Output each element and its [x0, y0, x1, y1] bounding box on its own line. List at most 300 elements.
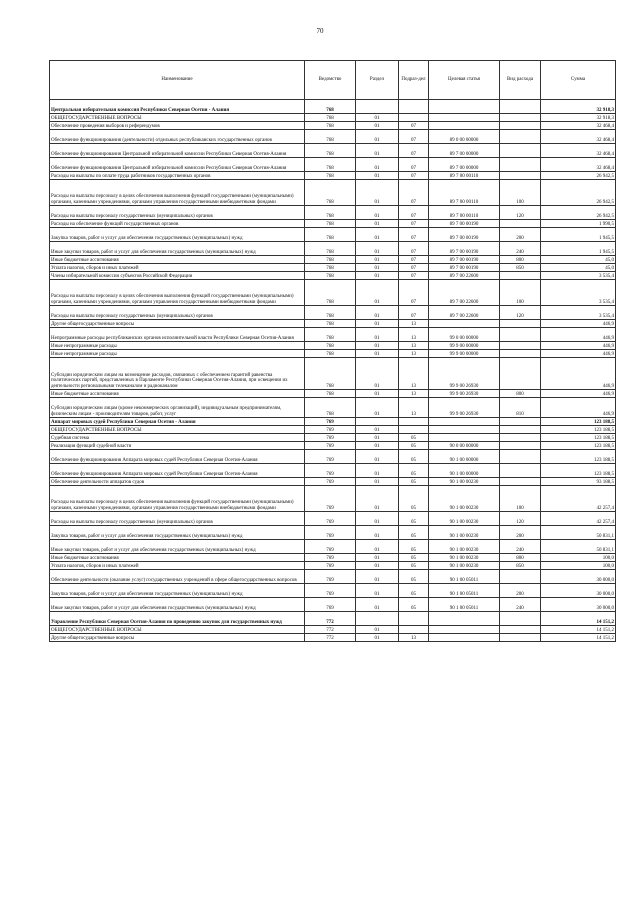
cell-ved: 768 — [305, 100, 356, 114]
table-row — [50, 540, 616, 554]
cell-name: Субсидии юридическим лицам (кроме некоммерческих организаций), индивидуальным предпринимателям, физическим лицам - производителям товаров, работ, услуг — [50, 398, 305, 418]
cell-podrazdel: 05 — [399, 442, 429, 450]
header-razdel: Раздел — [356, 61, 399, 100]
cell-ved: 772 — [305, 612, 356, 626]
cell-name: Закупка товаров, работ и услуг для обеспечения государственных (муниципальных) нужд — [50, 526, 305, 540]
cell-name: Расходы на выплаты персоналу государственных (муниципальных) органов — [50, 306, 305, 320]
cell-podrazdel: 07 — [399, 306, 429, 320]
cell-sum: 42 257,4 — [541, 512, 616, 526]
cell-vid — [500, 144, 541, 158]
cell-name: Судебная система — [50, 434, 305, 442]
cell-cel — [429, 320, 500, 328]
cell-vid: 200 — [500, 228, 541, 242]
cell-sum: 123 188,5 — [541, 450, 616, 464]
cell-vid — [500, 478, 541, 486]
cell-razdel: 01 — [356, 426, 399, 434]
cell-cel — [429, 626, 500, 634]
cell-name: Управление Республики Северная Осетия-Алания по проведению закупок для государственных нужд — [50, 612, 305, 626]
cell-name: Иные непрограммные расходы — [50, 350, 305, 358]
cell-ved: 769 — [305, 540, 356, 554]
cell-sum: 446,9 — [541, 350, 616, 358]
cell-name: Расходы на выплаты по оплате труда работников государственных органов — [50, 172, 305, 180]
cell-name: Обеспечение функционирования Аппарата мировых судей Республики Северная Осетия-Алания — [50, 464, 305, 478]
cell-sum: 123 188,5 — [541, 426, 616, 434]
cell-cel: 90 1 00 05011 — [429, 570, 500, 584]
cell-sum: 50 831,1 — [541, 526, 616, 540]
cell-podrazdel: 07 — [399, 272, 429, 280]
cell-sum: 123 188,5 — [541, 442, 616, 450]
cell-vid — [500, 426, 541, 434]
cell-ved: 768 — [305, 264, 356, 272]
cell-vid — [500, 612, 541, 626]
table-row — [50, 158, 616, 172]
table-row — [50, 350, 616, 358]
header-vid: Вид расхода — [500, 61, 541, 100]
table-row — [50, 122, 616, 130]
cell-name: Другие общегосударственные вопросы — [50, 320, 305, 328]
cell-ved: 769 — [305, 426, 356, 434]
cell-vid — [500, 442, 541, 450]
cell-razdel: 01 — [356, 272, 399, 280]
cell-name: ОБЩЕГОСУДАРСТВЕННЫЕ ВОПРОСЫ — [50, 114, 305, 122]
cell-vid: 100 — [500, 280, 541, 306]
cell-sum: 30 000,0 — [541, 584, 616, 598]
cell-cel — [429, 634, 500, 642]
cell-cel: 89 7 00 00000 — [429, 158, 500, 172]
cell-razdel: 01 — [356, 228, 399, 242]
cell-cel: 99 9 00 00000 — [429, 342, 500, 350]
cell-podrazdel — [399, 100, 429, 114]
cell-cel: 99 0 00 00000 — [429, 328, 500, 342]
cell-cel: 90 1 00 00230 — [429, 562, 500, 570]
table-row — [50, 306, 616, 320]
cell-cel — [429, 612, 500, 626]
cell-ved: 768 — [305, 350, 356, 358]
cell-name: Обеспечение деятельности аппаратов судов — [50, 478, 305, 486]
cell-sum: 26 942,5 — [541, 180, 616, 206]
cell-podrazdel: 07 — [399, 172, 429, 180]
cell-razdel: 01 — [356, 450, 399, 464]
table-row — [50, 220, 616, 228]
cell-podrazdel: 13 — [399, 320, 429, 328]
cell-razdel: 01 — [356, 256, 399, 264]
cell-name: Центральная избирательная комиссия Республики Северная Осетия - Алания — [50, 100, 305, 114]
cell-razdel: 01 — [356, 398, 399, 418]
cell-vid: 850 — [500, 264, 541, 272]
cell-vid — [500, 320, 541, 328]
header-podrazdel: Подраз-дел — [399, 61, 429, 100]
cell-cel: 89 7 00 00110 — [429, 180, 500, 206]
cell-vid — [500, 464, 541, 478]
cell-podrazdel: 13 — [399, 390, 429, 398]
cell-ved: 772 — [305, 634, 356, 642]
cell-podrazdel: 07 — [399, 130, 429, 144]
table-header-row — [50, 61, 616, 100]
cell-sum: 93 188,5 — [541, 478, 616, 486]
table-row — [50, 320, 616, 328]
cell-sum: 32 468,4 — [541, 130, 616, 144]
cell-podrazdel — [399, 426, 429, 434]
cell-cel: 90 1 00 05011 — [429, 598, 500, 612]
cell-razdel: 01 — [356, 306, 399, 320]
cell-razdel: 01 — [356, 114, 399, 122]
table-row — [50, 570, 616, 584]
page-number: 70 — [316, 27, 324, 35]
cell-name: Иные закупки товаров, работ и услуг для обеспечения государственных (муниципальных) нужд — [50, 242, 305, 256]
cell-vid — [500, 130, 541, 144]
cell-podrazdel: 07 — [399, 228, 429, 242]
cell-name: Иные бюджетные ассигнования — [50, 390, 305, 398]
cell-sum: 446,9 — [541, 342, 616, 350]
table-row — [50, 172, 616, 180]
cell-vid — [500, 626, 541, 634]
cell-ved: 768 — [305, 144, 356, 158]
cell-podrazdel: 13 — [399, 634, 429, 642]
cell-name: Расходы на обеспечение функций государственных органов — [50, 220, 305, 228]
cell-ved: 768 — [305, 280, 356, 306]
cell-cel — [429, 426, 500, 434]
table-row — [50, 442, 616, 450]
cell-sum: 446,9 — [541, 398, 616, 418]
cell-cel — [429, 114, 500, 122]
cell-ved: 768 — [305, 228, 356, 242]
cell-razdel: 01 — [356, 350, 399, 358]
cell-razdel: 01 — [356, 434, 399, 442]
cell-podrazdel: 07 — [399, 144, 429, 158]
table-row — [50, 554, 616, 562]
table-row — [50, 328, 616, 342]
cell-cel: 90 1 00 00230 — [429, 512, 500, 526]
cell-razdel: 01 — [356, 342, 399, 350]
cell-podrazdel: 07 — [399, 180, 429, 206]
cell-cel: 89 7 00 22600 — [429, 306, 500, 320]
cell-ved: 768 — [305, 114, 356, 122]
cell-name: Закупка товаров, работ и услуг для обеспечения государственных (муниципальных) нужд — [50, 584, 305, 598]
cell-sum: 32 918,3 — [541, 114, 616, 122]
cell-cel: 90 1 00 05011 — [429, 584, 500, 598]
cell-cel: 99 9 00 00000 — [429, 350, 500, 358]
cell-sum: 3 535,4 — [541, 306, 616, 320]
header-sum: Сумма — [541, 61, 616, 100]
cell-sum: 30 000,0 — [541, 570, 616, 584]
cell-podrazdel — [399, 418, 429, 426]
cell-cel: 89 7 00 22600 — [429, 280, 500, 306]
cell-ved: 768 — [305, 390, 356, 398]
cell-podrazdel: 07 — [399, 122, 429, 130]
table-row — [50, 398, 616, 418]
table-row — [50, 100, 616, 114]
cell-razdel: 01 — [356, 598, 399, 612]
cell-razdel: 01 — [356, 130, 399, 144]
cell-vid — [500, 634, 541, 642]
cell-podrazdel: 05 — [399, 598, 429, 612]
cell-cel: 99 9 00 26930 — [429, 398, 500, 418]
cell-podrazdel: 05 — [399, 526, 429, 540]
cell-cel: 90 1 00 00000 — [429, 464, 500, 478]
cell-sum: 45,0 — [541, 264, 616, 272]
cell-ved: 768 — [305, 122, 356, 130]
cell-vid — [500, 434, 541, 442]
cell-vid: 100 — [500, 486, 541, 512]
cell-sum: 100,0 — [541, 562, 616, 570]
cell-ved: 768 — [305, 130, 356, 144]
table-row — [50, 450, 616, 464]
cell-vid: 810 — [500, 398, 541, 418]
cell-sum: 446,9 — [541, 328, 616, 342]
cell-podrazdel: 05 — [399, 478, 429, 486]
table-row — [50, 512, 616, 526]
cell-cel: 90 1 00 00230 — [429, 526, 500, 540]
cell-vid — [500, 100, 541, 114]
cell-name: ОБЩЕГОСУДАРСТВЕННЫЕ ВОПРОСЫ — [50, 626, 305, 634]
cell-razdel: 01 — [356, 486, 399, 512]
cell-vid: 240 — [500, 242, 541, 256]
cell-name: Обеспечение деятельности (оказание услуг) государственных учреждений в сфере общегосударственных вопросов — [50, 570, 305, 584]
cell-vid — [500, 220, 541, 228]
table-row — [50, 206, 616, 220]
table-row — [50, 342, 616, 350]
table-row — [50, 434, 616, 442]
table-row — [50, 144, 616, 158]
header-name: Наименование — [50, 61, 305, 100]
cell-vid: 850 — [500, 562, 541, 570]
table-row — [50, 180, 616, 206]
cell-razdel: 01 — [356, 512, 399, 526]
table-row — [50, 478, 616, 486]
cell-name: Непрограммные расходы республиканских органов исполнительной власти Республики Северная Осетия-Алания — [50, 328, 305, 342]
cell-ved: 768 — [305, 342, 356, 350]
cell-ved: 769 — [305, 478, 356, 486]
cell-razdel: 01 — [356, 554, 399, 562]
table-row — [50, 242, 616, 256]
cell-podrazdel — [399, 612, 429, 626]
cell-sum: 14 151,2 — [541, 634, 616, 642]
cell-razdel: 01 — [356, 328, 399, 342]
cell-vid — [500, 272, 541, 280]
cell-sum: 26 942,5 — [541, 206, 616, 220]
table-row — [50, 264, 616, 272]
cell-podrazdel: 05 — [399, 540, 429, 554]
cell-ved: 772 — [305, 626, 356, 634]
cell-sum: 100,0 — [541, 554, 616, 562]
table-row — [50, 526, 616, 540]
cell-razdel — [356, 418, 399, 426]
cell-cel: 89 7 00 00190 — [429, 242, 500, 256]
cell-sum: 123 188,5 — [541, 418, 616, 426]
cell-cel: 89 7 00 00110 — [429, 172, 500, 180]
cell-razdel: 01 — [356, 570, 399, 584]
cell-ved: 769 — [305, 434, 356, 442]
header-ved: Ведомство — [305, 61, 356, 100]
cell-podrazdel: 07 — [399, 158, 429, 172]
cell-razdel: 01 — [356, 144, 399, 158]
header-cel: Целевая статья — [429, 61, 500, 100]
cell-cel: 89 7 00 00190 — [429, 228, 500, 242]
cell-razdel: 01 — [356, 220, 399, 228]
table-row — [50, 426, 616, 434]
cell-name: Субсидии юридическим лицам на возмещение расходов, связанных с обеспечением гарантий равенства политических партий, представленных в Парламенте Республики Северная Осетия-Алания, при освещении их деятельности региональными телеканалом и радиоканалом — [50, 358, 305, 390]
cell-cel: 90 0 00 00000 — [429, 442, 500, 450]
cell-name: Члены избирательной комиссии субъектов Российской Федерации — [50, 272, 305, 280]
cell-sum: 26 942,5 — [541, 172, 616, 180]
table-row — [50, 562, 616, 570]
table-row — [50, 626, 616, 634]
cell-razdel: 01 — [356, 264, 399, 272]
cell-razdel: 01 — [356, 206, 399, 220]
cell-name: Обеспечение проведения выборов и референдумов — [50, 122, 305, 130]
cell-razdel: 01 — [356, 634, 399, 642]
cell-name: Обеспечение функционирования (деятельности) отдельных республиканских государственных органов — [50, 130, 305, 144]
cell-ved: 769 — [305, 584, 356, 598]
table-body — [50, 100, 616, 642]
cell-ved: 769 — [305, 562, 356, 570]
cell-cel — [429, 434, 500, 442]
cell-ved: 768 — [305, 172, 356, 180]
cell-podrazdel: 13 — [399, 358, 429, 390]
cell-name: Расходы на выплаты персоналу в целях обеспечения выполнения функций государственными (муниципальными) органами, казенными учреждениями, органами управления государственными внебюджетными фондами — [50, 280, 305, 306]
cell-podrazdel: 05 — [399, 512, 429, 526]
cell-name: ОБЩЕГОСУДАРСТВЕННЫЕ ВОПРОСЫ — [50, 426, 305, 434]
cell-podrazdel: 05 — [399, 554, 429, 562]
cell-cel: 90 1 00 00230 — [429, 554, 500, 562]
cell-razdel: 01 — [356, 464, 399, 478]
cell-razdel: 01 — [356, 442, 399, 450]
cell-ved: 768 — [305, 206, 356, 220]
table-row — [50, 272, 616, 280]
cell-cel: 89 7 00 00110 — [429, 206, 500, 220]
cell-podrazdel: 05 — [399, 570, 429, 584]
cell-sum: 42 257,4 — [541, 486, 616, 512]
cell-cel — [429, 122, 500, 130]
cell-razdel: 01 — [356, 562, 399, 570]
cell-name: Закупка товаров, работ и услуг для обеспечения государственных (муниципальных) нужд — [50, 228, 305, 242]
cell-name: Обеспечение функционирования Аппарата мировых судей Республики Северная Осетия-Алания — [50, 450, 305, 464]
cell-podrazdel: 07 — [399, 206, 429, 220]
cell-sum: 3 535,4 — [541, 272, 616, 280]
cell-vid: 100 — [500, 180, 541, 206]
cell-cel: 90 1 00 00000 — [429, 450, 500, 464]
cell-ved: 769 — [305, 450, 356, 464]
cell-ved: 768 — [305, 306, 356, 320]
cell-razdel: 01 — [356, 390, 399, 398]
cell-sum: 3 535,4 — [541, 280, 616, 306]
cell-ved: 768 — [305, 272, 356, 280]
table-row — [50, 418, 616, 426]
cell-cel: 89 7 00 00190 — [429, 220, 500, 228]
cell-vid — [500, 172, 541, 180]
cell-name: Другие общегосударственные вопросы — [50, 634, 305, 642]
cell-podrazdel: 07 — [399, 280, 429, 306]
cell-podrazdel: 05 — [399, 450, 429, 464]
budget-table — [49, 60, 616, 642]
table-row — [50, 486, 616, 512]
cell-podrazdel: 05 — [399, 434, 429, 442]
cell-vid: 120 — [500, 306, 541, 320]
cell-sum: 1 990,5 — [541, 220, 616, 228]
cell-ved: 768 — [305, 242, 356, 256]
cell-sum: 32 918,3 — [541, 100, 616, 114]
cell-cel: 99 9 00 26930 — [429, 358, 500, 390]
cell-podrazdel: 07 — [399, 256, 429, 264]
cell-vid — [500, 350, 541, 358]
cell-cel: 99 9 00 26930 — [429, 390, 500, 398]
cell-sum: 123 188,5 — [541, 464, 616, 478]
cell-vid — [500, 358, 541, 390]
cell-cel: 89 7 00 00000 — [429, 144, 500, 158]
cell-ved: 768 — [305, 158, 356, 172]
cell-podrazdel — [399, 626, 429, 634]
cell-vid — [500, 418, 541, 426]
cell-name: Иные закупки товаров, работ и услуг для обеспечения государственных (муниципальных) нужд — [50, 598, 305, 612]
cell-ved: 769 — [305, 526, 356, 540]
cell-name: Расходы на выплаты персоналу в целях обеспечения выполнения функций государственными (муниципальными) органами, казенными учреждениями, органами управления государственными внебюджетными фондами — [50, 486, 305, 512]
cell-razdel: 01 — [356, 158, 399, 172]
table-row — [50, 256, 616, 264]
cell-podrazdel: 05 — [399, 486, 429, 512]
cell-razdel — [356, 612, 399, 626]
cell-vid: 200 — [500, 526, 541, 540]
cell-vid — [500, 342, 541, 350]
cell-ved: 769 — [305, 512, 356, 526]
cell-ved: 768 — [305, 328, 356, 342]
cell-name: Иные закупки товаров, работ и услуг для обеспечения государственных (муниципальных) нужд — [50, 540, 305, 554]
cell-razdel: 01 — [356, 280, 399, 306]
cell-name: Иные бюджетные ассигнования — [50, 256, 305, 264]
cell-sum: 1 945,5 — [541, 242, 616, 256]
cell-cel: 89 7 00 22600 — [429, 272, 500, 280]
cell-ved: 769 — [305, 486, 356, 512]
cell-vid — [500, 328, 541, 342]
cell-podrazdel: 07 — [399, 220, 429, 228]
cell-vid: 800 — [500, 256, 541, 264]
cell-ved: 768 — [305, 358, 356, 390]
cell-sum: 446,9 — [541, 320, 616, 328]
cell-cel: 90 1 00 00230 — [429, 540, 500, 554]
cell-ved: 768 — [305, 398, 356, 418]
cell-cel: 90 1 00 00230 — [429, 486, 500, 512]
cell-ved: 768 — [305, 220, 356, 228]
cell-cel: 89 0 00 00000 — [429, 130, 500, 144]
cell-sum: 45,0 — [541, 256, 616, 264]
table-row — [50, 598, 616, 612]
cell-sum: 32 468,4 — [541, 144, 616, 158]
cell-name: Аппарат мировых судей Республики Северная Осетия - Алания — [50, 418, 305, 426]
cell-sum: 14 151,2 — [541, 626, 616, 634]
cell-ved: 768 — [305, 320, 356, 328]
cell-podrazdel: 07 — [399, 264, 429, 272]
cell-vid: 800 — [500, 390, 541, 398]
cell-ved: 769 — [305, 442, 356, 450]
cell-razdel: 01 — [356, 626, 399, 634]
cell-razdel — [356, 100, 399, 114]
cell-vid: 200 — [500, 584, 541, 598]
cell-name: Иные непрограммные расходы — [50, 342, 305, 350]
table-row — [50, 634, 616, 642]
cell-razdel: 01 — [356, 526, 399, 540]
cell-sum: 123 188,5 — [541, 434, 616, 442]
cell-ved: 768 — [305, 256, 356, 264]
cell-razdel: 01 — [356, 584, 399, 598]
cell-podrazdel: 13 — [399, 398, 429, 418]
cell-vid: 800 — [500, 554, 541, 562]
cell-sum: 446,9 — [541, 358, 616, 390]
cell-podrazdel — [399, 114, 429, 122]
cell-razdel: 01 — [356, 358, 399, 390]
table-row — [50, 612, 616, 626]
cell-cel: 90 1 00 00230 — [429, 478, 500, 486]
cell-podrazdel: 13 — [399, 342, 429, 350]
cell-ved: 769 — [305, 598, 356, 612]
